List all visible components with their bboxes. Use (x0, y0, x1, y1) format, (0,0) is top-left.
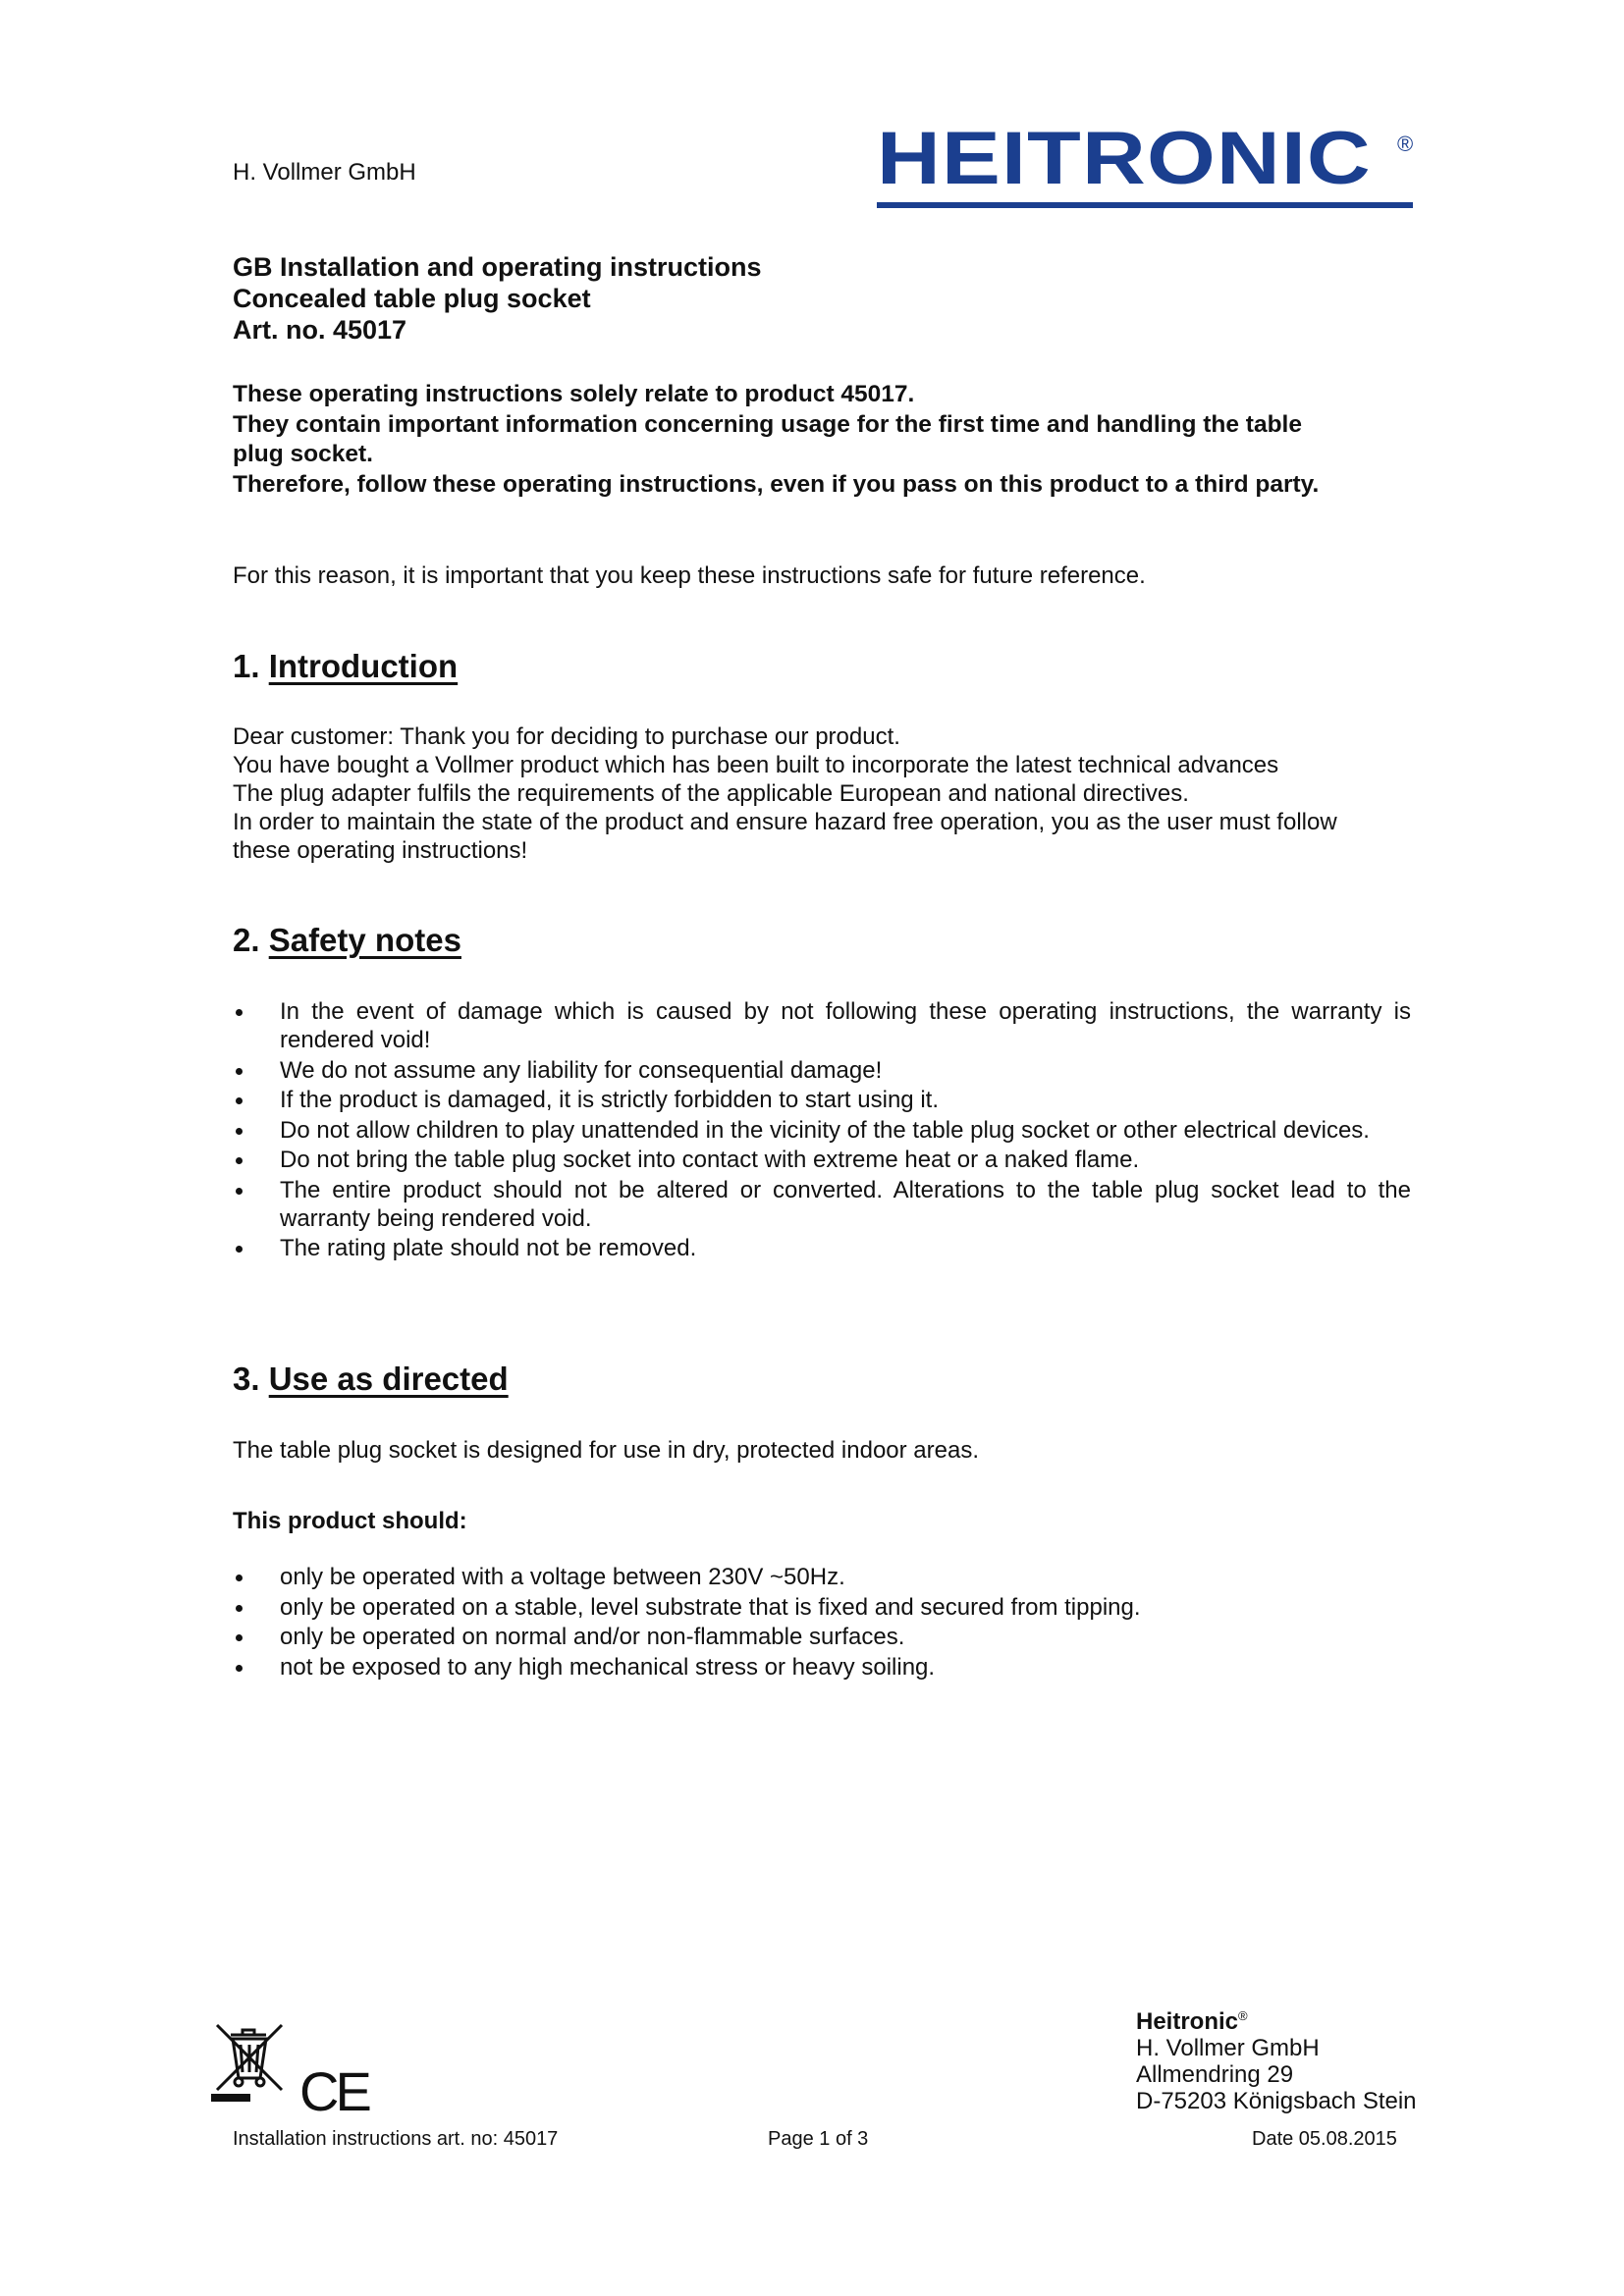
section-title: Introduction (268, 648, 459, 684)
section-heading-use-as-directed (233, 1361, 509, 1398)
section-heading-safety-notes (233, 922, 461, 959)
use-subheading: This product should: (233, 1508, 467, 1534)
company-name: H. Vollmer GmbH (233, 159, 416, 186)
ce-mark: CE (299, 2060, 368, 2122)
section-number: 3. (233, 1361, 260, 1397)
intro-line: Dear customer: Thank you for deciding to purchase our product. (233, 723, 900, 750)
section-title: Use as directed (268, 1361, 509, 1397)
footer-date: Date 05.08.2015 (1252, 2128, 1397, 2150)
reason-paragraph: For this reason, it is important that you keep these instructions safe for future reference. (233, 562, 1146, 589)
address-street: Allmendring 29 (1136, 2061, 1294, 2088)
heitronic-logo (877, 117, 1414, 200)
introduction-body (233, 722, 1411, 865)
use-intro: The table plug socket is designed for use in dry, protected indoor areas. (233, 1437, 979, 1464)
intro-line: You have bought a Vollmer product which has been built to incorporate the latest technical advances (233, 752, 1279, 778)
title-line-3: Art. no. 45017 (233, 315, 407, 345)
list-item: only be operated on normal and/or non-flammable surfaces. (233, 1623, 1411, 1651)
list-item: only be operated with a voltage between 230V ~50Hz. (233, 1563, 1411, 1591)
logo-underline (877, 202, 1413, 208)
use-conditions-list (233, 1563, 1411, 1682)
important-notice (233, 380, 1411, 500)
footer-article-number: Installation instructions art. no: 45017 (233, 2128, 559, 2150)
title-line-2: Concealed table plug socket (233, 284, 591, 313)
intro-line: these operating instructions! (233, 837, 528, 864)
address-registered-mark: ® (1238, 2008, 1248, 2023)
list-item: not be exposed to any high mechanical stress or heavy soiling. (233, 1653, 1411, 1682)
notice-line-2: They contain important information concerning usage for the first time and handling the table (233, 410, 1302, 438)
logo-registered-mark: ® (1397, 132, 1414, 156)
list-item: Do not allow children to play unattended in the vicinity of the table plug socket or other electrical devices. (233, 1116, 1411, 1145)
notice-line-3: plug socket. (233, 441, 373, 467)
list-item: The rating plate should not be removed. (233, 1234, 1411, 1262)
section-number: 1. (233, 648, 260, 684)
list-item: In the event of damage which is caused by not following these operating instructions, the warranty is rendered void! (233, 997, 1411, 1054)
document-title (233, 251, 1411, 346)
title-line-1: GB Installation and operating instructions (233, 252, 762, 282)
notice-line-4: Therefore, follow these operating instructions, even if you pass on this product to a third party. (233, 470, 1320, 498)
section-number: 2. (233, 922, 260, 958)
address-company: H. Vollmer GmbH (1136, 2035, 1320, 2061)
crossed-out-wheelie-bin-icon (209, 2021, 288, 2104)
logo-text: HEITRONIC (877, 117, 1372, 200)
intro-line: In order to maintain the state of the product and ensure hazard free operation, you as the user must follow (233, 809, 1337, 835)
section-heading-introduction (233, 648, 458, 685)
footer-page-number: Page 1 of 3 (768, 2128, 869, 2150)
address-city: D-75203 Königsbach Stein (1136, 2088, 1417, 2114)
list-item: We do not assume any liability for consequential damage! (233, 1056, 1411, 1085)
intro-line: The plug adapter fulfils the requirements of the applicable European and national directives. (233, 780, 1189, 807)
safety-notes-list (233, 997, 1411, 1264)
section-title: Safety notes (268, 922, 461, 958)
list-item: Do not bring the table plug socket into contact with extreme heat or a naked flame. (233, 1146, 1411, 1174)
list-item: If the product is damaged, it is strictly forbidden to start using it. (233, 1086, 1411, 1114)
list-item: only be operated on a stable, level substrate that is fixed and secured from tipping. (233, 1593, 1411, 1622)
manufacturer-address (1136, 2002, 1417, 2114)
address-brand: Heitronic (1136, 2008, 1239, 2035)
list-item: The entire product should not be altered or converted. Alterations to the table plug socket lead to the warranty being rendered void. (233, 1176, 1411, 1233)
notice-line-1: These operating instructions solely relate to product 45017. (233, 381, 915, 407)
